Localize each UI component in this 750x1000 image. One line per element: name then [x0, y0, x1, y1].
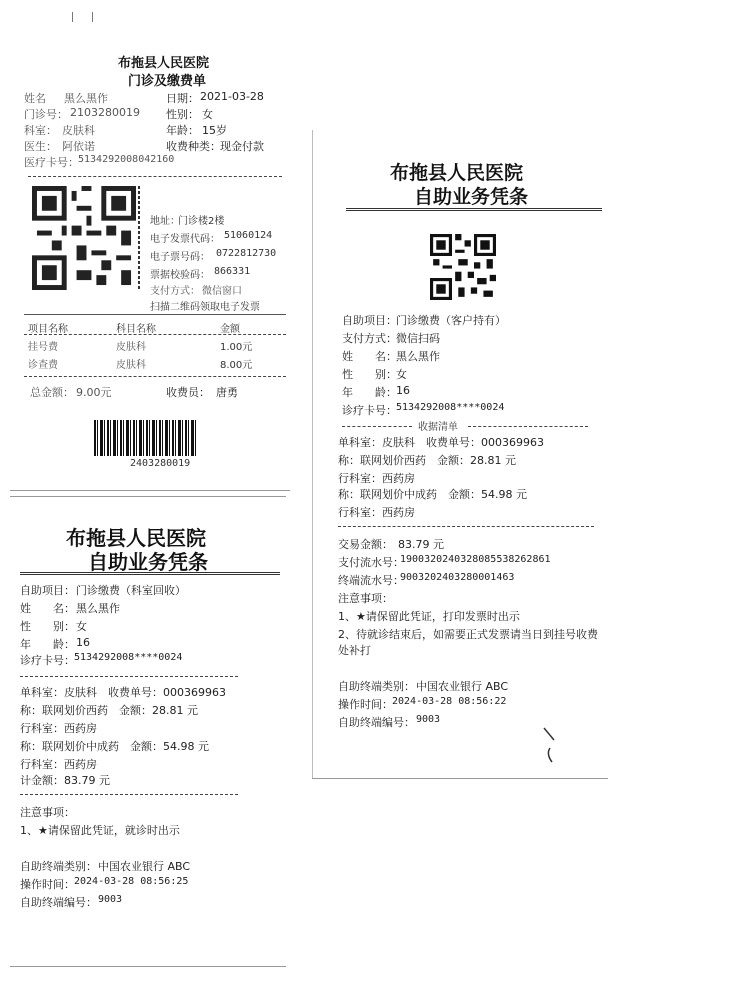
op-time-label: 操作时间：	[20, 878, 75, 891]
barcode-number: 2403280019	[130, 458, 191, 469]
list-header: 收据清单	[418, 422, 458, 433]
title-rule	[346, 208, 602, 211]
note-2-continued: 处补打	[338, 644, 371, 657]
hospital-name: 布拖县人民医院	[118, 56, 210, 71]
name-value: 黑么黑作	[396, 350, 440, 363]
outpatient-value: 2103280019	[70, 106, 140, 119]
item2-line: 称：联网划价中成药 金额：54.98 元	[20, 740, 209, 753]
table-cell: 1.00元	[220, 342, 253, 353]
date-label: 日期：	[166, 92, 199, 105]
invoice-code-label: 电子发票代码：	[150, 234, 220, 245]
cashier-label: 收费员：	[166, 386, 210, 399]
table-header-subject: 科目名称	[116, 324, 156, 335]
invoice-no-value: 0722812730	[216, 248, 277, 259]
slip-edge	[10, 490, 290, 491]
gender-label: 性别：	[166, 108, 199, 121]
receipt-title: 门诊及缴费单	[128, 74, 207, 89]
item-value: 门诊缴费（科室回收）	[76, 584, 186, 597]
gender-value: 女	[202, 108, 213, 121]
name-label: 姓 名：	[342, 350, 397, 363]
table-header-item: 项目名称	[28, 324, 68, 335]
doctor-value: 阿依诺	[62, 140, 95, 153]
card-label: 诊疗卡号：	[342, 404, 397, 417]
outpatient-label: 门诊号：	[24, 108, 68, 121]
slip-edge	[10, 966, 286, 967]
paytype-label: 收费种类：	[166, 140, 221, 153]
qr-code-icon	[430, 234, 496, 300]
divider	[20, 676, 238, 677]
op-time-label: 操作时间：	[338, 698, 393, 711]
receipt-title: 自助业务凭条	[414, 186, 529, 208]
item1-line: 称：联网划价西药 金额：28.81 元	[338, 454, 516, 467]
name-label: 姓 名：	[20, 602, 75, 615]
total-value: 9.00元	[76, 386, 112, 399]
terminal-no-label: 自助终端编号：	[20, 896, 97, 909]
divider	[20, 794, 238, 795]
age-label: 年 龄：	[342, 386, 397, 399]
dept-line: 单科室：皮肤科 收费单号：000369963	[20, 686, 226, 699]
divider	[342, 426, 412, 427]
trade-amount-label: 交易金额：	[338, 538, 393, 551]
check-code-value: 866331	[214, 266, 251, 277]
slip-edge	[312, 778, 608, 779]
address-value: 门诊楼2楼	[178, 216, 225, 227]
age-label: 年龄：	[166, 124, 199, 137]
item2-line: 称：联网划价中成药 金额：54.98 元	[338, 488, 527, 501]
terminal-type-label: 自助终端类别：	[20, 860, 97, 873]
item-value: 门诊缴费（客户持有）	[396, 314, 506, 327]
total-label: 总金额：	[30, 386, 74, 399]
slip-edge	[10, 496, 286, 497]
note-2: 2、待就诊结束后，如需要正式发票请当日到挂号收费	[338, 628, 598, 641]
hospital-name: 布拖县人民医院	[66, 526, 206, 550]
age-label: 年 龄：	[20, 638, 75, 651]
date-value: 2021-03-28	[200, 90, 264, 103]
check-code-label: 票据校验码：	[150, 270, 210, 281]
item-label: 自助项目：	[20, 584, 75, 597]
divider	[468, 426, 588, 427]
invoice-code-value: 51060124	[224, 230, 273, 241]
cashier-value: 唐勇	[216, 386, 238, 399]
op-time-value: 2024-03-28 08:56:22	[392, 696, 507, 707]
card-value: 5134292008042160	[78, 154, 175, 165]
name-value: 黑么黑作	[76, 602, 120, 615]
pay-label: 支付方式：	[342, 332, 397, 345]
note-1: 1、★请保留此凭证，打印发票时出示	[338, 610, 520, 623]
pay-flow-value: 1900320240328085538262861	[400, 554, 551, 565]
table-cell: 皮肤科	[116, 360, 146, 371]
pay-value: 微信扫码	[396, 332, 440, 345]
self-service-receipt-customer	[312, 130, 608, 780]
terminal-flow-value: 9003202403280001463	[400, 572, 515, 583]
table-cell: 诊查费	[28, 360, 58, 371]
scan-note: 扫描二维码领取电子发票	[150, 302, 260, 313]
name-value: 黑么黑作	[64, 92, 108, 105]
doctor-label: 医生：	[24, 140, 57, 153]
age-value: 15岁	[202, 124, 227, 137]
divider	[24, 376, 286, 377]
card-label: 诊疗卡号：	[20, 654, 75, 667]
terminal-type-value: 中国农业银行 ABC	[98, 860, 191, 873]
terminal-type-value: 中国农业银行 ABC	[416, 680, 509, 693]
pay-flow-label: 支付流水号：	[338, 556, 404, 569]
table-cell: 8.00元	[220, 360, 253, 371]
pay-method-label: 支付方式：	[150, 286, 200, 297]
divider	[28, 176, 282, 177]
item1-line: 称：联网划价西药 金额：28.81 元	[20, 704, 198, 717]
registration-receipt	[18, 40, 298, 500]
item-label: 自助项目：	[342, 314, 397, 327]
gender-label: 性 别：	[342, 368, 397, 381]
dept-label: 科室：	[24, 124, 57, 137]
dept-value: 皮肤科	[62, 124, 95, 137]
self-service-receipt-department	[10, 496, 300, 976]
notes-header: 注意事项：	[338, 592, 393, 605]
slip-edge	[312, 130, 313, 778]
table-cell: 皮肤科	[116, 342, 146, 353]
notes-header: 注意事项：	[20, 806, 75, 819]
qr-code-icon	[32, 186, 136, 290]
barcode-icon	[94, 420, 198, 456]
dept-line: 单科室：皮肤科 收费单号：000369963	[338, 436, 544, 449]
card-value: 5134292008****0024	[74, 652, 183, 663]
name-label: 姓名	[24, 92, 46, 105]
table-cell: 挂号费	[28, 342, 58, 353]
card-value: 5134292008****0024	[396, 402, 505, 413]
gender-label: 性 别：	[20, 620, 75, 633]
hospital-name: 布拖县人民医院	[390, 162, 524, 184]
address-label: 地址：	[150, 216, 180, 227]
note-1: 1、★请保留此凭证，就诊时出示	[20, 824, 180, 837]
age-value: 16	[396, 384, 410, 397]
divider	[24, 334, 286, 335]
exec1-line: 行科室：西药房	[338, 472, 415, 485]
terminal-no-value: 9003	[416, 714, 441, 725]
exec1-line: 行科室：西药房	[20, 722, 97, 735]
terminal-flow-label: 终端流水号：	[338, 574, 404, 587]
paytype-value: 现金付款	[220, 140, 264, 153]
terminal-no-value: 9003	[98, 894, 123, 905]
trade-amount-value: 83.79 元	[398, 538, 444, 551]
scan-mark	[92, 12, 93, 22]
exec2-line: 行科室：西药房	[20, 758, 97, 771]
age-value: 16	[76, 636, 90, 649]
terminal-type-label: 自助终端类别：	[338, 680, 415, 693]
pen-mark-icon	[540, 726, 564, 766]
qr-edge	[138, 186, 140, 290]
divider	[24, 314, 286, 315]
divider	[338, 526, 594, 527]
pay-method-value: 微信窗口	[202, 286, 242, 297]
terminal-no-label: 自助终端编号：	[338, 716, 415, 729]
total-line: 计金额：83.79 元	[20, 774, 110, 787]
op-time-value: 2024-03-28 08:56:25	[74, 876, 189, 887]
gender-value: 女	[396, 368, 407, 381]
title-rule	[20, 572, 280, 575]
invoice-no-label: 电子票号码：	[150, 252, 210, 263]
table-header-amount: 金额	[220, 324, 240, 335]
receipt-title: 自助业务凭条	[88, 550, 208, 574]
scan-mark	[72, 12, 73, 22]
gender-value: 女	[76, 620, 87, 633]
card-label: 医疗卡号：	[24, 156, 79, 169]
exec2-line: 行科室：西药房	[338, 506, 415, 519]
